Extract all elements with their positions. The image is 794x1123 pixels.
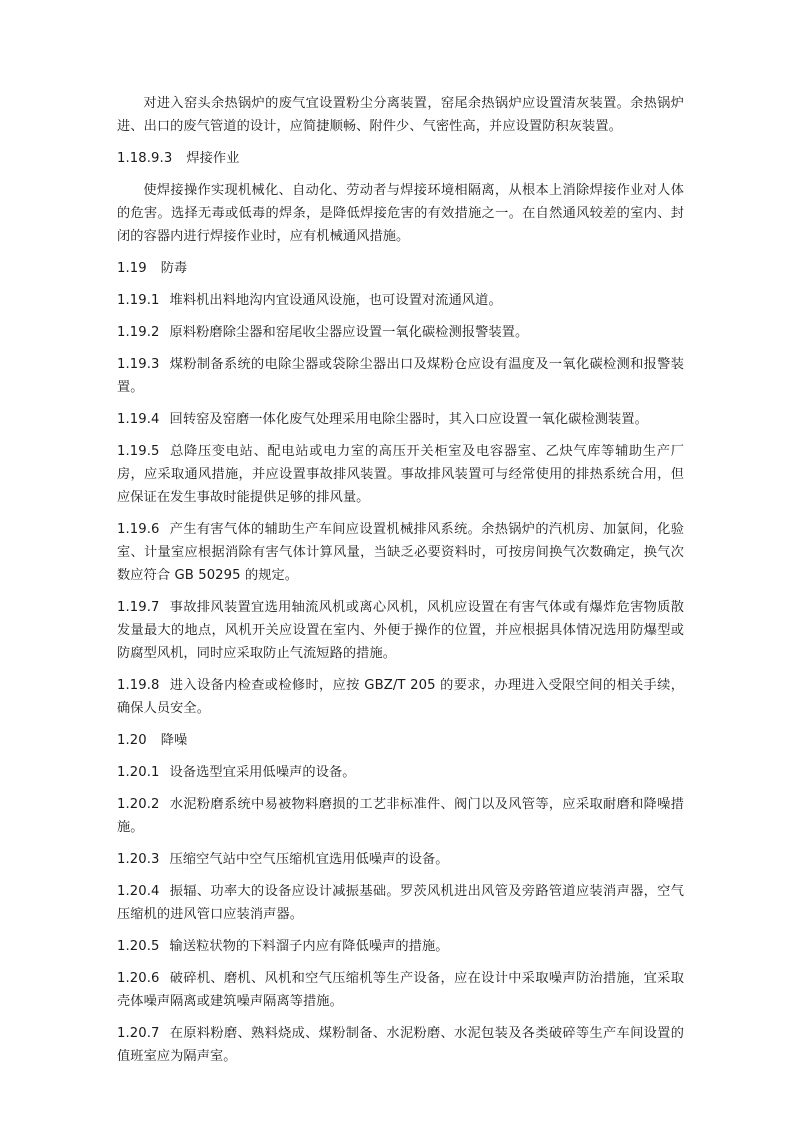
clause-1-20-3 [117, 848, 684, 871]
clause-text: 破碎机、磨机、风机和空气压缩机等生产设备，应在设计中采取噪声防治措施，宜采取壳体噪声隔离或建筑噪声隔离等措施。 [117, 971, 684, 1009]
clause-1-20-6 [117, 967, 684, 1013]
clause-text: 堆料机出料地沟内宜设通风设施，也可设置对流通风道。 [169, 293, 502, 308]
clause-1-19-1 [117, 289, 684, 312]
section-number: 1.18.9.3 [117, 151, 173, 166]
clause-number: 1.19.7 [117, 600, 160, 615]
clause-number: 1.20.2 [117, 797, 160, 812]
heading-1-18-9-3 [117, 147, 684, 170]
clause-number: 1.20.3 [117, 852, 160, 867]
paragraph-welding: 使焊接操作实现机械化、自动化、劳动者与焊接环境相隔离，从根本上消除焊接作业对人体的危害。选择无毒或低毒的焊条，是降低焊接危害的有效措施之一。在自然通风较差的室内、封闭的容器内进行焊接作业时，应有机械通风措施。 [117, 183, 684, 244]
clause-1-20-1 [117, 761, 684, 784]
clause-text: 总降压变电站、配电站或电力室的高压开关柜室及电容器室、乙炔气库等辅助生产厂房，应采取通风措施，并应设置事故排风装置。事故排风装置可与经常使用的排热系统合用，但应保证在发生事故时能提供足够的排风量。 [117, 444, 684, 505]
clause-number: 1.20.7 [117, 1026, 160, 1041]
clause-1-19-8 [117, 674, 684, 720]
clause-1-19-6 [117, 518, 684, 587]
section-title: 防毒 [160, 261, 188, 276]
clause-text: 振辐、功率大的设备应设计减振基础。罗茨风机进出风管及旁路管道应装消声器，空气压缩机的进风管口应装消声器。 [117, 884, 684, 922]
document-page [117, 92, 684, 1068]
clause-text: 产生有害气体的辅助生产车间应设置机械排风系统。余热锅炉的汽机房、加氯间，化验室、计量室应根据消除有害气体计算风量，当缺乏必要资料时，可按房间换气次数确定，换气次数应符合 GB 50295 的规定。 [117, 522, 684, 583]
clause-text: 在原料粉磨、熟料烧成、煤粉制备、水泥粉磨、水泥包装及各类破碎等生产车间设置的值班室应为隔声室。 [117, 1026, 684, 1064]
clause-number: 1.19.8 [117, 678, 160, 693]
clause-number: 1.20.5 [117, 939, 160, 954]
section-number: 1.19 [117, 261, 147, 276]
clause-text: 压缩空气站中空气压缩机宜选用低噪声的设备。 [169, 852, 449, 867]
clause-text: 进入设备内检查或检修时，应按 GBZ/T 205 的要求，办理进入受限空间的相关手续，确保人员安全。 [117, 678, 684, 716]
clause-number: 1.19.3 [117, 357, 160, 372]
clause-1-20-4 [117, 880, 684, 926]
clause-number: 1.20.4 [117, 884, 160, 899]
clause-number: 1.19.2 [117, 325, 160, 340]
clause-text: 事故排风装置宜选用轴流风机或离心风机，风机应设置在有害气体或有爆炸危害物质散发量最大的地点，风机开关应设置在室内、外便于操作的位置，并应根据具体情况选用防爆型或防腐型风机，同时应采取防止气流短路的措施。 [117, 600, 684, 661]
clause-1-19-2 [117, 321, 684, 344]
clause-number: 1.19.1 [117, 293, 160, 308]
clause-text: 原料粉磨除尘器和窑尾收尘器应设置一氧化碳检测报警装置。 [169, 325, 529, 340]
clause-number: 1.20.6 [117, 971, 160, 986]
heading-1-20 [117, 729, 684, 752]
paragraph-exhaust-boiler: 对进入窑头余热锅炉的废气宜设置粉尘分离装置，窑尾余热锅炉应设置清灰装置。余热锅炉进、出口的废气管道的设计，应简捷顺畅、附件少、气密性高，并应设置防积灰装置。 [117, 96, 684, 134]
clause-number: 1.19.6 [117, 522, 160, 537]
clause-1-20-2 [117, 793, 684, 839]
clause-number: 1.19.5 [117, 444, 160, 459]
clause-text: 水泥粉磨系统中易被物料磨损的工艺非标准件、阀门以及风管等，应采取耐磨和降噪措施。 [117, 797, 684, 835]
clause-text: 输送粒状物的下料溜子内应有降低噪声的措施。 [169, 939, 449, 954]
clause-text: 回转窑及窑磨一体化废气处理采用电除尘器时，其入口应设置一氧化碳检测装置。 [169, 412, 648, 427]
clause-number: 1.20.1 [117, 765, 160, 780]
clause-1-19-7 [117, 596, 684, 665]
clause-1-20-7 [117, 1022, 684, 1068]
clause-number: 1.19.4 [117, 412, 160, 427]
section-title: 降噪 [160, 733, 188, 748]
clause-1-19-4 [117, 408, 684, 431]
section-number: 1.20 [117, 733, 147, 748]
section-title: 焊接作业 [186, 151, 240, 166]
heading-1-19 [117, 257, 684, 280]
clause-1-20-5 [117, 935, 684, 958]
clause-text: 煤粉制备系统的电除尘器或袋除尘器出口及煤粉仓应设有温度及一氧化碳检测和报警装置。 [117, 357, 684, 395]
clause-1-19-3 [117, 353, 684, 399]
clause-1-19-5 [117, 440, 684, 509]
clause-text: 设备选型宜采用低噪声的设备。 [169, 765, 356, 780]
